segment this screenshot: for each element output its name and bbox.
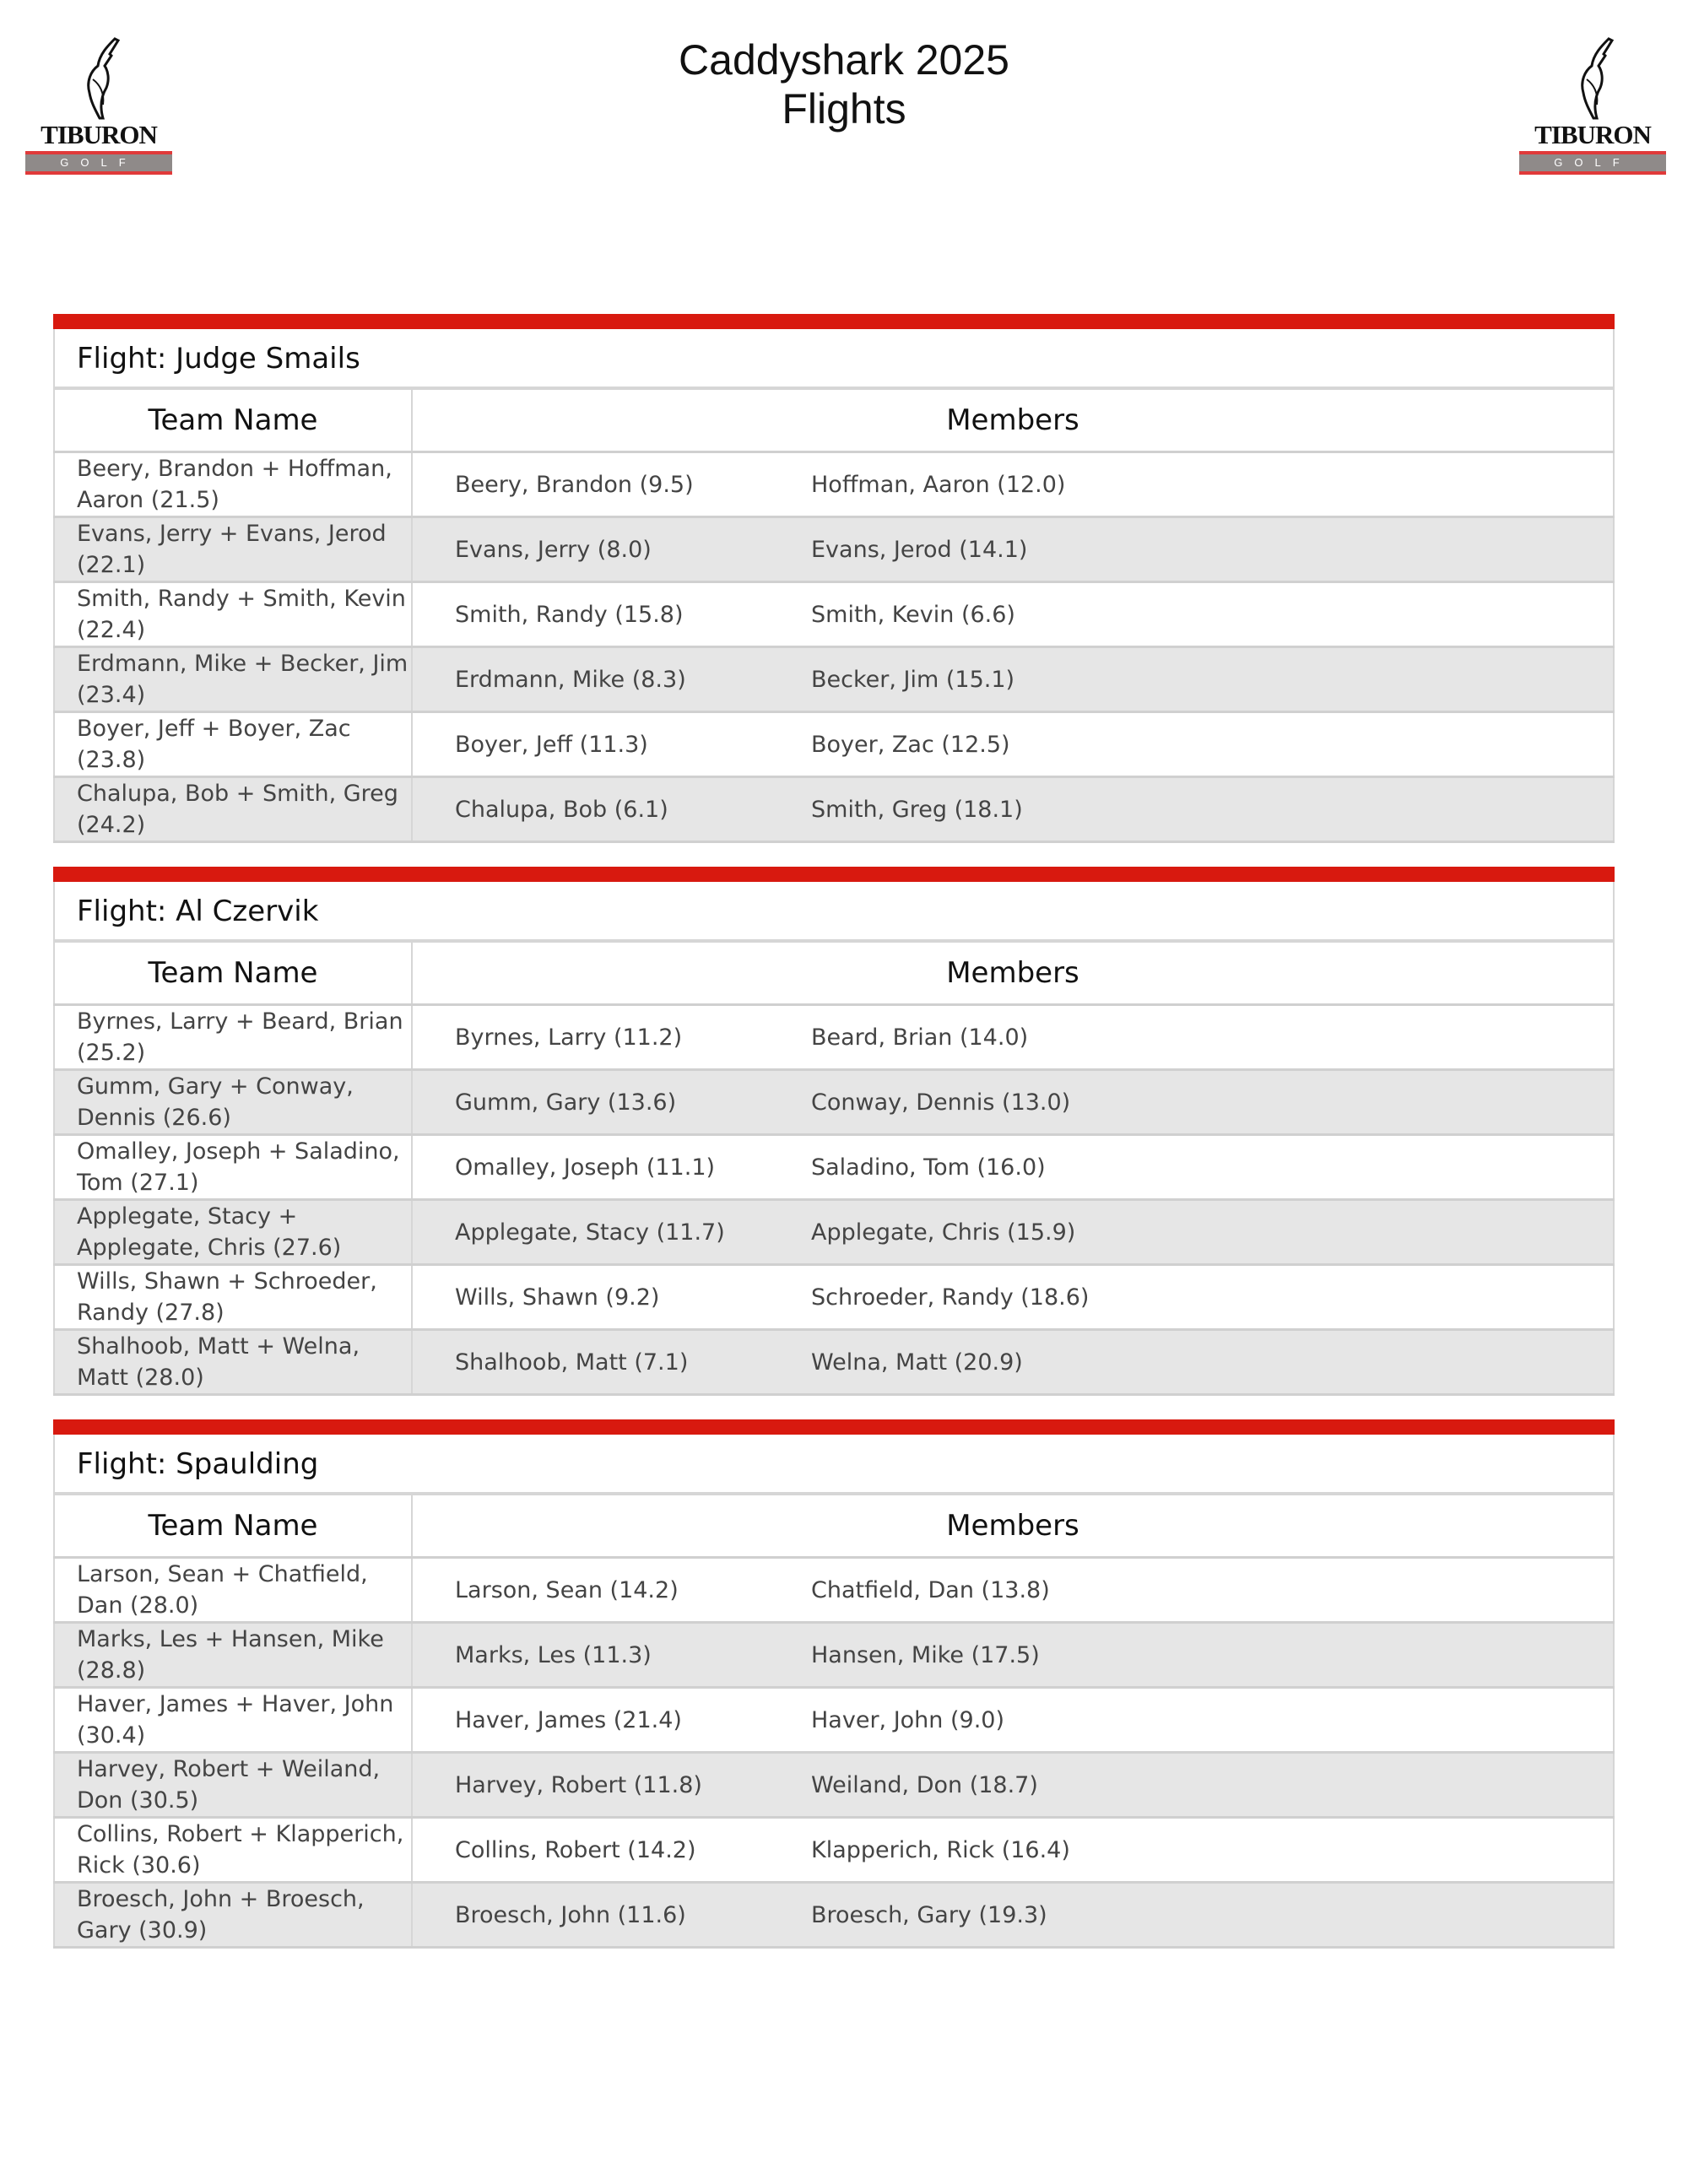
member-2-cell: Conway, Dennis (13.0) — [810, 1070, 1614, 1135]
table-row — [54, 582, 1614, 647]
table-row — [54, 647, 1614, 712]
team-name-cell: Erdmann, Mike + Becker, Jim (23.4) — [54, 647, 412, 712]
team-name-cell: Boyer, Jeff + Boyer, Zac (23.8) — [54, 712, 412, 777]
member-2-cell: Smith, Greg (18.1) — [810, 777, 1614, 842]
member-1-cell: Byrnes, Larry (11.2) — [412, 1005, 810, 1070]
flight-red-bar — [53, 867, 1615, 882]
team-name-cell: Omalley, Joseph + Saladino, Tom (27.1) — [54, 1135, 412, 1200]
table-row — [54, 1688, 1614, 1753]
member-2-cell: Schroeder, Randy (18.6) — [810, 1265, 1614, 1330]
member-2-cell: Broesch, Gary (19.3) — [810, 1883, 1614, 1948]
team-name-cell: Wills, Shawn + Schroeder, Randy (27.8) — [54, 1265, 412, 1330]
table-row — [54, 452, 1614, 517]
team-name-cell: Broesch, John + Broesch, Gary (30.9) — [54, 1883, 412, 1948]
team-name-cell: Shalhoob, Matt + Welna, Matt (28.0) — [54, 1330, 412, 1395]
table-row — [54, 1818, 1614, 1883]
table-row — [54, 1135, 1614, 1200]
member-1-cell: Collins, Robert (14.2) — [412, 1818, 810, 1883]
member-1-cell: Larson, Sean (14.2) — [412, 1558, 810, 1623]
member-1-cell: Boyer, Jeff (11.3) — [412, 712, 810, 777]
header-row — [54, 389, 1614, 452]
team-name-cell: Marks, Les + Hansen, Mike (28.8) — [54, 1623, 412, 1688]
member-1-cell: Smith, Randy (15.8) — [412, 582, 810, 647]
flight-teams-table — [53, 941, 1615, 1396]
member-1-cell: Marks, Les (11.3) — [412, 1623, 810, 1688]
table-row — [54, 1005, 1614, 1070]
member-2-cell: Boyer, Zac (12.5) — [810, 712, 1614, 777]
team-name-cell: Applegate, Stacy + Applegate, Chris (27.6) — [54, 1200, 412, 1265]
team-name-header: Team Name — [54, 389, 412, 452]
table-row — [54, 1558, 1614, 1623]
page-title — [0, 35, 1688, 133]
member-1-cell: Chalupa, Bob (6.1) — [412, 777, 810, 842]
members-header: Members — [412, 389, 1614, 452]
table-row — [54, 712, 1614, 777]
table-row — [54, 1623, 1614, 1688]
shark-icon — [66, 37, 133, 122]
team-name-cell: Haver, James + Haver, John (30.4) — [54, 1688, 412, 1753]
team-name-cell: Collins, Robert + Klapperich, Rick (30.6) — [54, 1818, 412, 1883]
team-name-cell: Chalupa, Bob + Smith, Greg (24.2) — [54, 777, 412, 842]
table-row — [54, 777, 1614, 842]
member-2-cell: Evans, Jerod (14.1) — [810, 517, 1614, 582]
team-name-cell: Harvey, Robert + Weiland, Don (30.5) — [54, 1753, 412, 1818]
member-2-cell: Chatfield, Dan (13.8) — [810, 1558, 1614, 1623]
member-2-cell: Haver, John (9.0) — [810, 1688, 1614, 1753]
team-name-cell: Gumm, Gary + Conway, Dennis (26.6) — [54, 1070, 412, 1135]
tiburon-logo-right: TIBURON GOLF CLUB — [1518, 37, 1668, 170]
team-name-cell: Beery, Brandon + Hoffman, Aaron (21.5) — [54, 452, 412, 517]
member-1-cell: Harvey, Robert (11.8) — [412, 1753, 810, 1818]
member-1-cell: Wills, Shawn (9.2) — [412, 1265, 810, 1330]
member-1-cell: Beery, Brandon (9.5) — [412, 452, 810, 517]
flight-title: Flight: Judge Smails — [53, 329, 1615, 388]
team-name-cell: Smith, Randy + Smith, Kevin (22.4) — [54, 582, 412, 647]
flight-red-bar — [53, 314, 1615, 329]
member-1-cell: Gumm, Gary (13.6) — [412, 1070, 810, 1135]
member-2-cell: Smith, Kevin (6.6) — [810, 582, 1614, 647]
member-2-cell: Beard, Brian (14.0) — [810, 1005, 1614, 1070]
table-row — [54, 1753, 1614, 1818]
flight-red-bar — [53, 1419, 1615, 1435]
member-2-cell: Becker, Jim (15.1) — [810, 647, 1614, 712]
table-row — [54, 1883, 1614, 1948]
member-2-cell: Saladino, Tom (16.0) — [810, 1135, 1614, 1200]
table-row — [54, 1070, 1614, 1135]
table-row — [54, 1265, 1614, 1330]
member-1-cell: Evans, Jerry (8.0) — [412, 517, 810, 582]
team-name-cell: Larson, Sean + Chatfield, Dan (28.0) — [54, 1558, 412, 1623]
team-name-header: Team Name — [54, 1495, 412, 1558]
members-header: Members — [412, 1495, 1614, 1558]
header-row — [54, 1495, 1614, 1558]
title-line-1: Caddyshark 2025 — [679, 36, 1009, 84]
member-1-cell: Shalhoob, Matt (7.1) — [412, 1330, 810, 1395]
member-1-cell: Haver, James (21.4) — [412, 1688, 810, 1753]
member-1-cell: Broesch, John (11.6) — [412, 1883, 810, 1948]
team-name-header: Team Name — [54, 942, 412, 1005]
team-name-cell: Evans, Jerry + Evans, Jerod (22.1) — [54, 517, 412, 582]
team-name-cell: Byrnes, Larry + Beard, Brian (25.2) — [54, 1005, 412, 1070]
shark-icon — [1560, 37, 1627, 122]
flight-table — [53, 1419, 1615, 1949]
flight-title: Flight: Spaulding — [53, 1435, 1615, 1494]
member-2-cell: Welna, Matt (20.9) — [810, 1330, 1614, 1395]
title-line-2: Flights — [782, 85, 906, 132]
member-2-cell: Applegate, Chris (15.9) — [810, 1200, 1614, 1265]
flight-table — [53, 314, 1615, 843]
member-1-cell: Erdmann, Mike (8.3) — [412, 647, 810, 712]
member-2-cell: Hoffman, Aaron (12.0) — [810, 452, 1614, 517]
member-1-cell: Omalley, Joseph (11.1) — [412, 1135, 810, 1200]
flight-teams-table — [53, 1494, 1615, 1949]
member-2-cell: Klapperich, Rick (16.4) — [810, 1818, 1614, 1883]
member-1-cell: Applegate, Stacy (11.7) — [412, 1200, 810, 1265]
member-2-cell: Hansen, Mike (17.5) — [810, 1623, 1614, 1688]
member-2-cell: Weiland, Don (18.7) — [810, 1753, 1614, 1818]
members-header: Members — [412, 942, 1614, 1005]
table-row — [54, 517, 1614, 582]
flight-teams-table — [53, 388, 1615, 843]
table-row — [54, 1200, 1614, 1265]
header-row — [54, 942, 1614, 1005]
tiburon-logo-left: TIBURON GOLF CLUB — [24, 37, 174, 170]
flight-title: Flight: Al Czervik — [53, 882, 1615, 941]
table-row — [54, 1330, 1614, 1395]
flight-table — [53, 867, 1615, 1396]
